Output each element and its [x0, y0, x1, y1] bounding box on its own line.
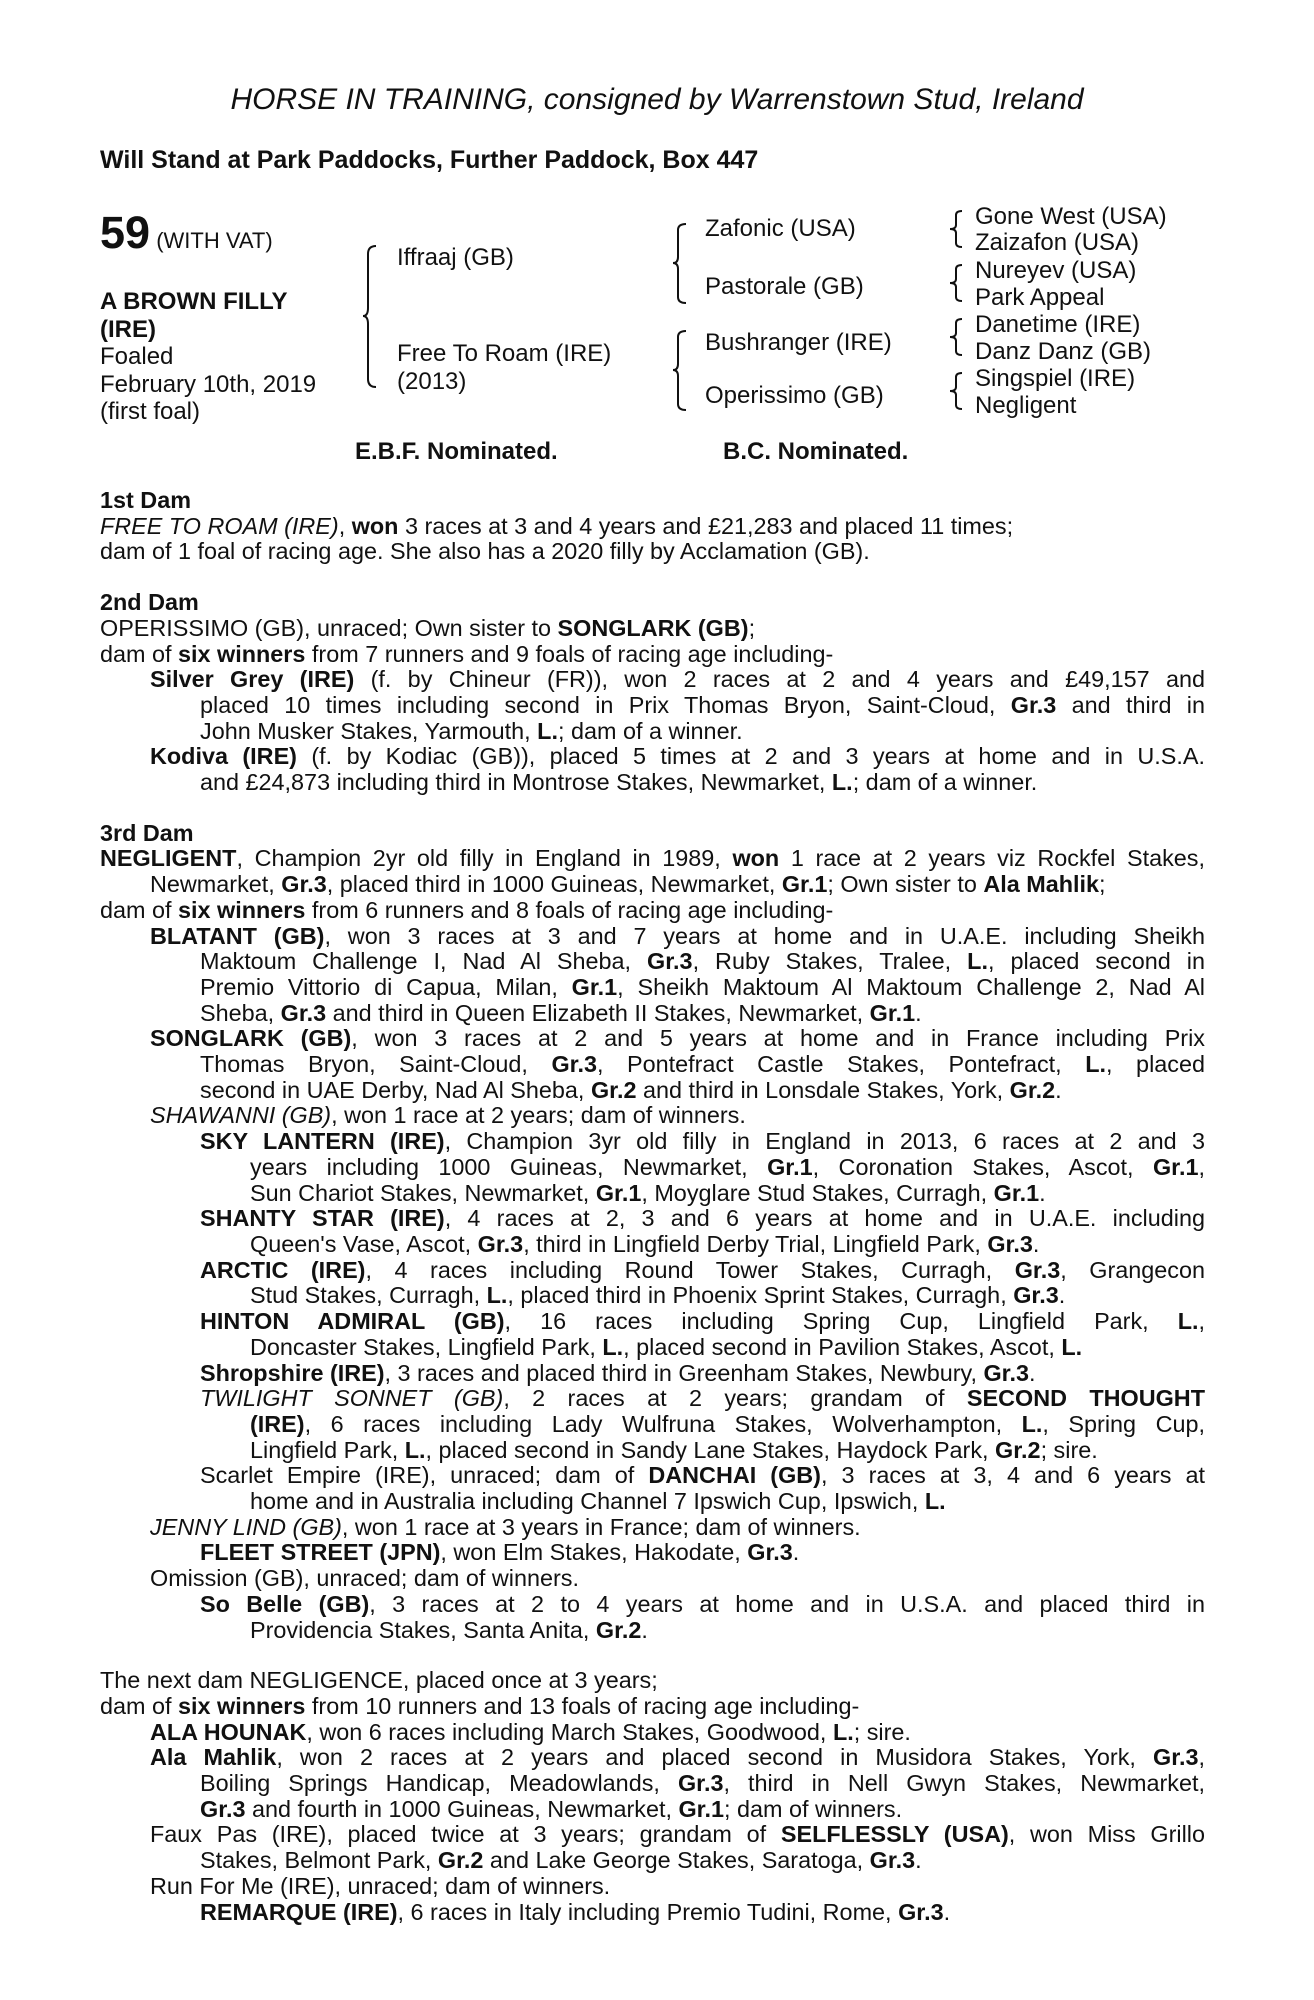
sire-name: Iffraaj (GB) — [397, 244, 514, 271]
next-dam-line: The next dam NEGLIGENCE, placed once at 3 years; — [100, 1667, 658, 1694]
brace-zafonic — [948, 209, 964, 249]
second-dam-heading: 2nd Dam — [100, 589, 199, 616]
sire-dam: Pastorale (GB) — [705, 273, 864, 300]
vat-note: (WITH VAT) — [156, 228, 273, 253]
foal-note: (first foal) — [100, 398, 201, 425]
page-title: HORSE IN TRAINING, consigned by Warrenstown Stud, Ireland — [230, 83, 1084, 116]
ped-negligent: Negligent — [975, 392, 1077, 419]
third-dam-heading: 3rd Dam — [100, 819, 194, 846]
entry-scarlet-empire: Scarlet Empire (IRE), unraced; dam of DANCHAI (GB), 3 races at 3, 4 and 6 years at — [200, 1462, 1205, 1489]
entry-hinton-admiral-2: Doncaster Stakes, Lingfield Park, L., placed second in Pavilion Stakes, Ascot, L. — [250, 1333, 1083, 1360]
second-dam-line: OPERISSIMO (GB), unraced; Own sister to SONGLARK (GB); — [100, 614, 756, 641]
dam-name: Free To Roam (IRE) — [397, 340, 612, 367]
entry-shropshire: Shropshire (IRE), 3 races and placed third in Greenham Stakes, Newbury, Gr.3. — [200, 1359, 1036, 1386]
third-dam-line: NEGLIGENT, Champion 2yr old filly in England in 1989, won 1 race at 2 years viz Rockfel Stakes, — [100, 845, 1205, 872]
entry-kodiva: Kodiva (IRE) (f. by Kodiac (GB)), placed 5 times at 2 and 3 years at home and in U.S.A. — [150, 743, 1205, 770]
entry-shanty-star-2: Queen's Vase, Ascot, Gr.3, third in Lingfield Derby Trial, Lingfield Park, Gr.3. — [250, 1230, 1040, 1257]
entry-scarlet-empire-2: home and in Australia including Channel 7 Ipswich Cup, Ipswich, L. — [250, 1488, 946, 1515]
entry-blatant-3: Premio Vittorio di Capua, Milan, Gr.1, Sheikh Maktoum Al Maktoum Challenge 2, Nad Al — [200, 973, 1206, 1000]
entry-arctic-2: Stud Stakes, Curragh, L., placed third in Phoenix Sprint Stakes, Curragh, Gr.3. — [250, 1282, 1066, 1309]
entry-silver-grey-cont: placed 10 times including second in Prix Thomas Bryon, Saint-Cloud, Gr.3 and third in — [200, 691, 1206, 718]
ebf-nomination: E.B.F. Nominated. — [355, 438, 558, 465]
entry-shanty-star: SHANTY STAR (IRE), 4 races at 2, 3 and 6 years at home and in U.A.E. including — [200, 1205, 1205, 1232]
next-dam-produce: dam of six winners from 10 runners and 13 foals of racing age including- — [100, 1692, 860, 1719]
entry-remarque: REMARQUE (IRE), 6 races in Italy including Premio Tudini, Rome, Gr.3. — [200, 1898, 951, 1925]
foaling-date: February 10th, 2019 — [100, 371, 317, 398]
entry-twilight-sonnet: TWILIGHT SONNET (GB), 2 races at 2 years; grandam of SECOND THOUGHT — [200, 1385, 1205, 1412]
entry-jenny-lind: JENNY LIND (GB), won 1 race at 3 years in France; dam of winners. — [150, 1513, 861, 1540]
entry-blatant: BLATANT (GB), won 3 races at 3 and 7 years at home and in U.A.E. including Sheikh — [150, 922, 1205, 949]
entry-ala-mahlik-2: Boiling Springs Handicap, Meadowlands, Gr.3, third in Nell Gwyn Stakes, Newmarket, — [200, 1770, 1205, 1797]
entry-blatant-4: Sheba, Gr.3 and third in Queen Elizabeth II Stakes, Newmarket, Gr.1. — [200, 999, 922, 1026]
first-dam-heading: 1st Dam — [100, 487, 192, 513]
sire-line-brace — [672, 222, 688, 305]
entry-ala-hounak: ALA HOUNAK, won 6 races including March Stakes, Goodwood, L.; sire. — [150, 1718, 911, 1745]
entry-omission: Omission (GB), unraced; dam of winners. — [150, 1565, 579, 1592]
ped-singspiel: Singspiel (IRE) — [975, 365, 1136, 392]
dam-dam: Operissimo (GB) — [705, 382, 884, 409]
bc-nomination: B.C. Nominated. — [723, 438, 909, 465]
horse-description: A BROWN FILLY — [100, 288, 288, 315]
entry-hinton-admiral: HINTON ADMIRAL (GB), 16 races including Spring Cup, Lingfield Park, L., — [200, 1308, 1205, 1335]
entry-so-belle-2: Providencia Stakes, Santa Anita, Gr.2. — [250, 1616, 648, 1643]
entry-songlark-2: Thomas Bryon, Saint-Cloud, Gr.3, Pontefract Castle Stakes, Pontefract, L., placed — [200, 1051, 1205, 1078]
third-dam-line-2: Newmarket, Gr.3, placed third in 1000 Guineas, Newmarket, Gr.1; Own sister to Ala Mahlik; — [150, 871, 1106, 898]
venue-line: Will Stand at Park Paddocks, Further Paddock, Box 447 — [100, 146, 759, 174]
entry-songlark: SONGLARK (GB), won 3 races at 2 and 5 years at home and in France including Prix — [150, 1025, 1205, 1052]
third-dam-produce: dam of six winners from 6 runners and 8 foals of racing age including- — [100, 896, 834, 923]
brace-bushranger — [948, 317, 964, 357]
ped-danetime: Danetime (IRE) — [975, 311, 1141, 338]
entry-sky-lantern: SKY LANTERN (IRE), Champion 3yr old filly in England in 2013, 6 races at 2 and 3 — [200, 1128, 1205, 1155]
ped-danz-danz: Danz Danz (GB) — [975, 338, 1152, 365]
dam-year: (2013) — [397, 368, 467, 395]
entry-run-for-me: Run For Me (IRE), unraced; dam of winners. — [150, 1872, 611, 1899]
entry-faux-pas: Faux Pas (IRE), placed twice at 3 years; grandam of SELFLESSLY (USA), won Miss Grillo — [150, 1821, 1206, 1848]
ped-nureyev: Nureyev (USA) — [975, 257, 1137, 284]
entry-faux-pas-2: Stakes, Belmont Park, Gr.2 and Lake George Stakes, Saratoga, Gr.3. — [200, 1847, 922, 1874]
entry-ala-mahlik-3: Gr.3 and fourth in 1000 Guineas, Newmarket, Gr.1; dam of winners. — [200, 1795, 903, 1822]
dam-line-brace — [672, 329, 688, 412]
entry-sky-lantern-2: years including 1000 Guineas, Newmarket, Gr.1, Coronation Stakes, Ascot, Gr.1, — [250, 1153, 1205, 1180]
entry-kodiva-end: and £24,873 including third in Montrose Stakes, Newmarket, L.; dam of a winner. — [200, 769, 1038, 796]
first-dam-produce: dam of 1 foal of racing age. She also has a 2020 filly by Acclamation (GB). — [100, 538, 870, 565]
entry-so-belle: So Belle (GB), 3 races at 2 to 4 years at home and in U.S.A. and placed third in — [200, 1590, 1205, 1617]
ped-zaizafon: Zaizafon (USA) — [975, 229, 1140, 256]
entry-sky-lantern-3: Sun Chariot Stakes, Newmarket, Gr.1, Moyglare Stud Stakes, Curragh, Gr.1. — [250, 1179, 1046, 1206]
foaled-label: Foaled — [100, 343, 174, 370]
horse-origin: (IRE) — [100, 316, 156, 343]
dam-sire: Bushranger (IRE) — [705, 329, 892, 356]
lot-number: 59 — [100, 207, 151, 258]
entry-twilight-sonnet-3: Lingfield Park, L., placed second in Sandy Lane Stakes, Haydock Park, Gr.2; sire. — [250, 1436, 1098, 1463]
entry-silver-grey: Silver Grey (IRE) (f. by Chineur (FR)), won 2 races at 2 and 4 years and £49,157 and — [150, 666, 1205, 693]
ped-park-appeal: Park Appeal — [975, 284, 1105, 311]
sire-sire: Zafonic (USA) — [705, 215, 856, 242]
sire-dam-brace — [362, 244, 378, 389]
brace-operissimo — [948, 371, 964, 411]
entry-silver-grey-end: John Musker Stakes, Yarmouth, L.; dam of a winner. — [200, 717, 743, 744]
entry-arctic: ARCTIC (IRE), 4 races including Round Tower Stakes, Curragh, Gr.3, Grangecon — [200, 1256, 1205, 1283]
second-dam-produce: dam of six winners from 7 runners and 9 foals of racing age including- — [100, 640, 834, 667]
first-dam-line: FREE TO ROAM (IRE), won 3 races at 3 and 4 years and £21,283 and placed 11 times; — [100, 512, 1014, 539]
ped-gone-west: Gone West (USA) — [975, 203, 1167, 230]
brace-pastorale — [948, 263, 964, 303]
lot-number-block — [100, 207, 273, 259]
catalogue-body — [100, 488, 1205, 1925]
entry-twilight-sonnet-2: (IRE), 6 races including Lady Wulfruna Stakes, Wolverhampton, L., Spring Cup, — [250, 1410, 1205, 1437]
entry-blatant-2: Maktoum Challenge I, Nad Al Sheba, Gr.3, Ruby Stakes, Tralee, L., placed second in — [200, 948, 1205, 975]
entry-fleet-street: FLEET STREET (JPN), won Elm Stakes, Hakodate, Gr.3. — [200, 1539, 800, 1566]
entry-ala-mahlik: Ala Mahlik, won 2 races at 2 years and placed second in Musidora Stakes, York, Gr.3, — [150, 1744, 1206, 1771]
entry-songlark-3: second in UAE Derby, Nad Al Sheba, Gr.2 and third in Lonsdale Stakes, York, Gr.2. — [200, 1076, 1062, 1103]
entry-shawanni: SHAWANNI (GB), won 1 race at 2 years; dam of winners. — [150, 1102, 746, 1129]
